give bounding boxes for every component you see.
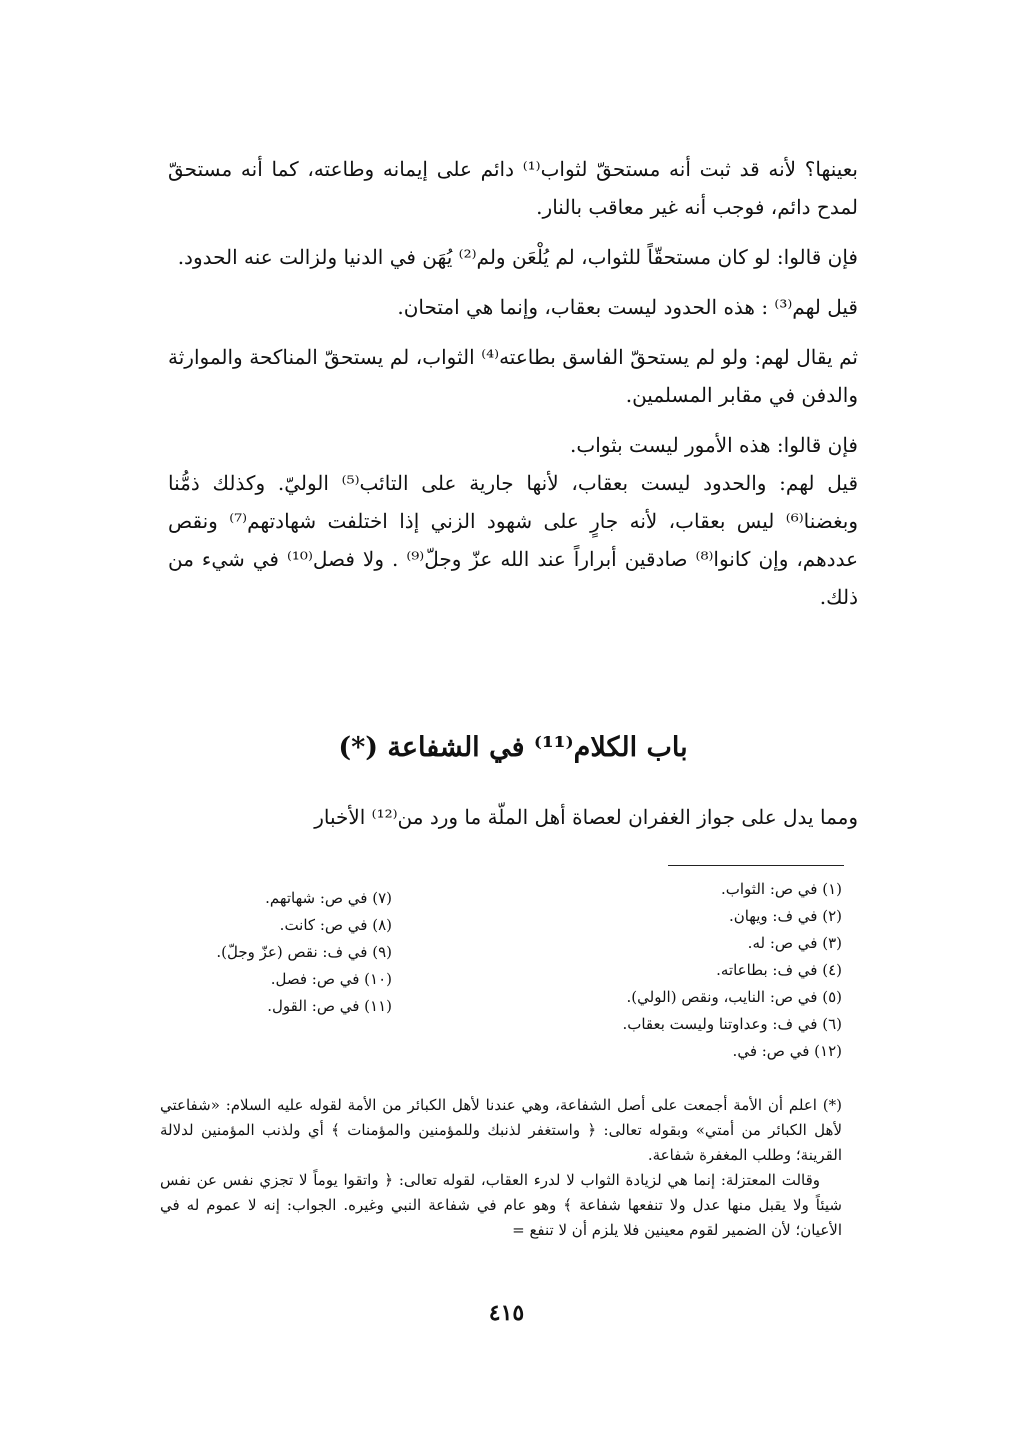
paragraph: قيل لهم: والحدود ليست بعقاب، لأنها جارية على التائب⁽⁵⁾ الوليّ. وكذلك ذمُّنا وبغضنا⁽⁶⁾ ليس بعقاب، لأنه جارٍ على شهود الزني إذا اختلفت شهادتهم⁽⁷⁾ ونقص عددهم، وإن كانوا⁽⁸⁾ صادقين أبراراً عند الله عزّ وجلّ⁽⁹⁾ . ولا فصل⁽¹⁰⁾ في شيء من ذلك. (168, 471, 858, 609)
footnote-separator (668, 865, 844, 866)
footnotes-right-column (470, 876, 842, 1065)
footnote-note (160, 1093, 842, 1243)
footnote: (٦) في ف: وعداوتنا وليست بعقاب. (622, 1015, 842, 1033)
paragraph: فإن قالوا: لو كان مستحقّاً للثواب، لم يُلْعَن ولم⁽²⁾ يُهَن في الدنيا ولزالت عنه الحدود. (177, 245, 858, 269)
note-paragraph: (*) اعلم أن الأمة أجمعت على أصل الشفاعة، وهي عندنا لأهل الكبائر من الأمة لقوله عليه السلام: «شفاعتي لأهل الكبائر من أمتي» وبقوله تعالى: ﴿ واستغفر لذنبك وللمؤمنين والمؤمنات ﴾ أي ولذنب المؤمنين لدلالة القرينة؛ وطلب المغفرة شفاعة. (160, 1096, 843, 1164)
footnote: (١٠) في ص: فصل. (270, 970, 392, 988)
paragraph: قيل لهم⁽³⁾ : هذه الحدود ليست بعقاب، وإنما هي امتحان. (397, 295, 858, 319)
footnote: (٨) في ص: كانت. (279, 916, 392, 934)
footnote: (١) في ص: الثواب. (720, 880, 842, 898)
paragraph: فإن قالوا: هذه الأمور ليست بثواب. (570, 433, 858, 457)
footnote: (٥) في ص: النايب، ونقص (الولي). (626, 988, 842, 1006)
footnote: (٧) في ص: شهاتهم. (265, 889, 392, 907)
footnote: (١١) في ص: القول. (267, 997, 392, 1015)
footnotes-left-column (160, 885, 392, 1020)
page-number: ٤١٥ (488, 1300, 525, 1326)
paragraph: بعينها؟ لأنه قد ثبت أنه مستحقّ لثواب⁽¹⁾ دائم على إيمانه وطاعته، كما أنه مستحقّ لمدح دائم، فوجب أنه غير معاقب بالنار. (168, 157, 858, 219)
paragraph: ثم يقال لهم: ولو لم يستحقّ الفاسق بطاعته⁽⁴⁾ الثواب، لم يستحقّ المناكحة والموارثة والدفن في مقابر المسلمين. (168, 345, 858, 407)
note-paragraph: وقالت المعتزلة: إنما هي لزيادة الثواب لا لدرء العقاب، لقوله تعالى: ﴿ واتقوا يوماً لا تجزي نفس عن نفس شيئاً ولا يقبل منها عدل ولا تنفعها شفاعة ﴾ وهو عام في شفاعة النبي وغيره. الجواب: إنه لا عموم له في الأعيان؛ لأن الضمير لقوم معينين فلا يلزم أن لا تنفع = (160, 1171, 842, 1239)
paragraph: ومما يدل على جواز الغفران لعصاة أهل الملّة ما ورد من⁽¹²⁾ الأخبار (314, 805, 858, 829)
footnote: (١٢) في ص: في. (732, 1042, 842, 1060)
footnote: (٤) في ف: بطاعاته. (716, 961, 842, 979)
section-heading: باب الكلام⁽¹¹⁾ في الشفاعة (*) (338, 732, 688, 763)
main-text (168, 150, 858, 628)
footnote: (٩) في ف: نقص (عزّ وجلّ). (216, 943, 392, 961)
footnote: (٣) في ص: له. (747, 934, 842, 952)
footnote: (٢) في ف: ويهان. (728, 907, 842, 925)
